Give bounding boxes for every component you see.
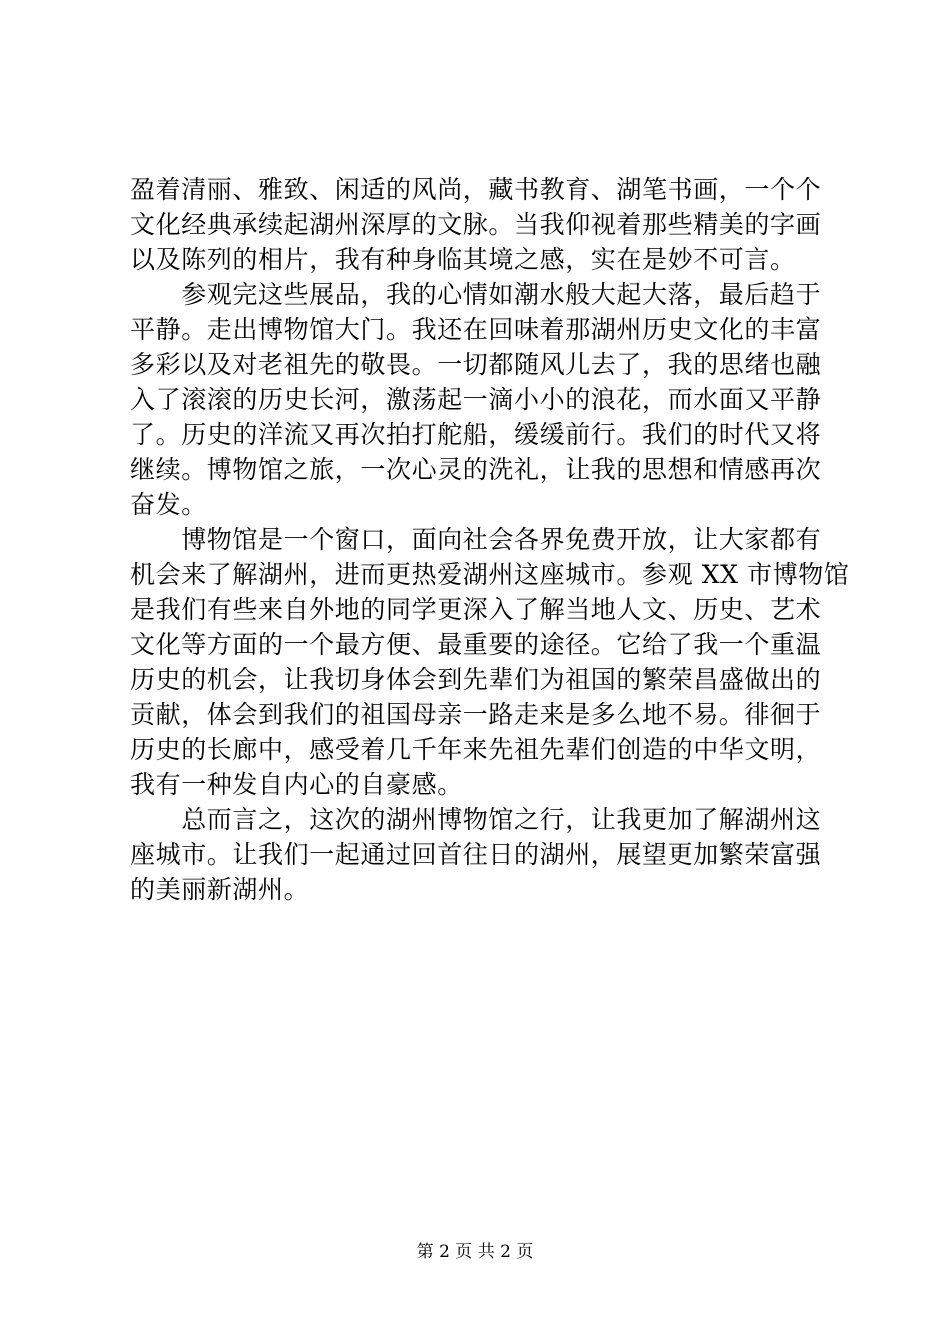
text-line: 座城市。让我们一起通过回首往日的湖州，展望更加繁荣富强 [130,840,822,869]
text-line: 参观完这些展品，我的心情如潮水般大起大落，最后趋于 [130,280,822,309]
text-line: 我有一种发自内心的自豪感。 [130,770,463,799]
text-line: 奋发。 [130,490,207,519]
text-line: 继续。博物馆之旅，一次心灵的洗礼，让我的思想和情感再次 [130,455,822,484]
text-line: 是我们有些来自外地的同学更深入了解当地人文、历史、艺术 [130,595,822,624]
text-line: 历史的长廊中，感受着几千年来先祖先辈们创造的中华文明， [130,735,822,764]
text-line: 博物馆是一个窗口，面向社会各界免费开放，让大家都有 [130,525,822,554]
text-line: 机会来了解湖州，进而更热爱湖州这座城市。参观 XX 市博物馆 [130,560,850,589]
text-line: 历史的机会，让我切身体会到先辈们为祖国的繁荣昌盛做出的 [130,665,822,694]
body-text [130,172,850,907]
text-line: 文化等方面的一个最方便、最重要的途径。它给了我一个重温 [130,630,822,659]
text-line: 文化经典承续起湖州深厚的文脉。当我仰视着那些精美的字画 [130,210,822,239]
text-line: 以及陈列的相片，我有种身临其境之感，实在是妙不可言。 [130,245,796,274]
text-line: 总而言之，这次的湖州博物馆之行，让我更加了解湖州这 [130,805,822,834]
text-line: 平静。走出博物馆大门。我还在回味着那湖州历史文化的丰富 [130,315,822,344]
text-line: 的美丽新湖州。 [130,875,310,904]
text-line: 盈着清丽、雅致、闲适的风尚，藏书教育、湖笔书画，一个个 [130,175,822,204]
text-line: 了。历史的洋流又再次拍打舵船，缓缓前行。我们的时代又将 [130,420,822,449]
page-number-footer: 第 2 页 共 2 页 [416,1242,534,1262]
text-line: 入了滚滚的历史长河，激荡起一滴小小的浪花，而水面又平静 [130,385,822,414]
text-line: 贡献，体会到我们的祖国母亲一路走来是多么地不易。徘徊于 [130,700,822,729]
text-line: 多彩以及对老祖先的敬畏。一切都随风儿去了，我的思绪也融 [130,350,822,379]
